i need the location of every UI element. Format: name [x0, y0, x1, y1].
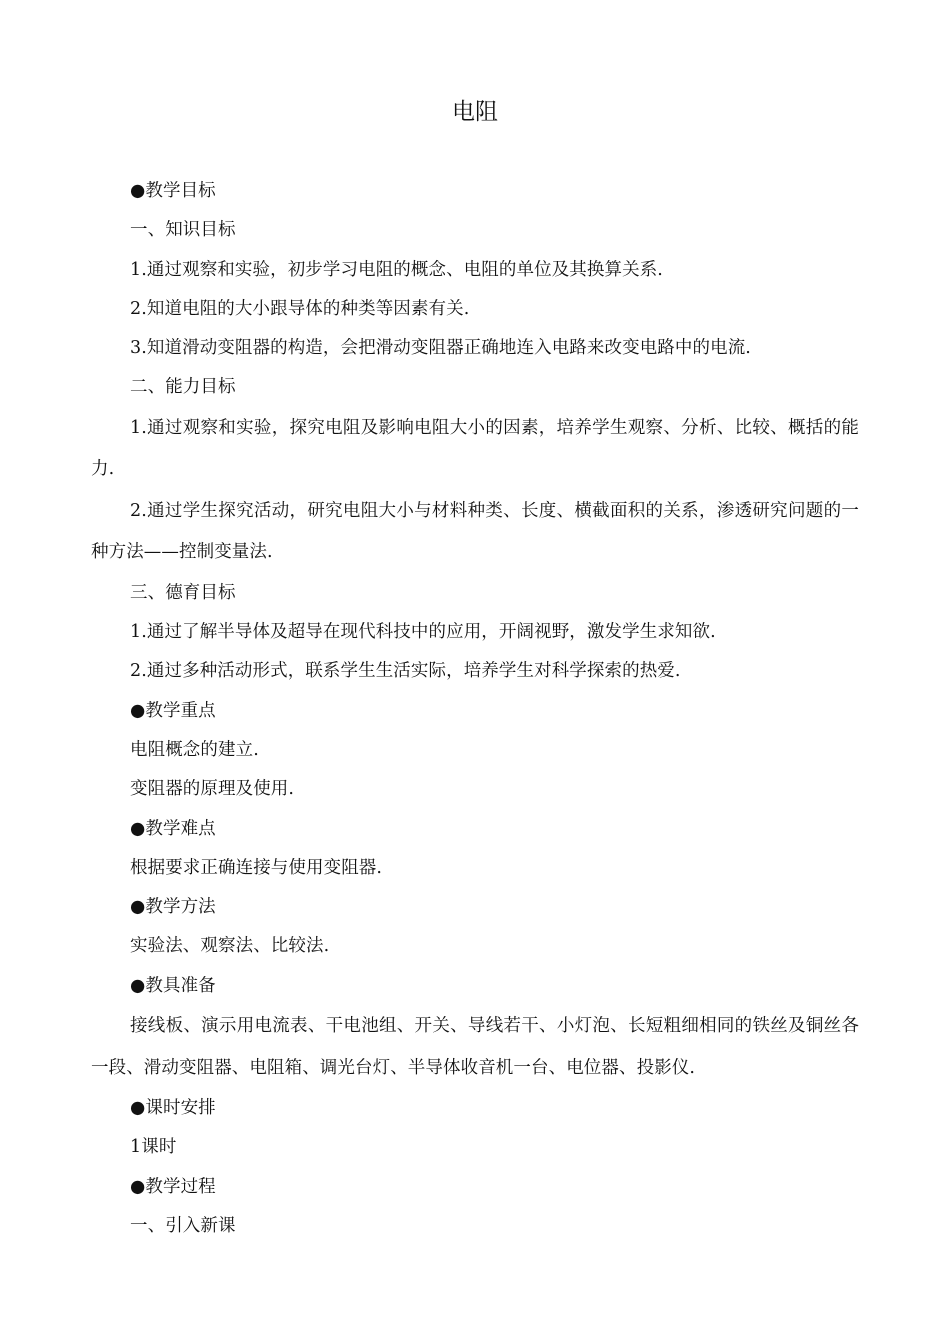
paragraph: 实验法、观察法、比较法. — [130, 936, 330, 957]
section-heading-difficulties: ●教学难点 — [130, 818, 216, 839]
list-item: 1.通过观察和实验，探究电阻及影响电阻大小的因素，培养学生观察、分析、比较、概括的能力. — [91, 417, 859, 480]
subheading-knowledge-goals: 一、知识目标 — [130, 220, 236, 241]
section-heading-teaching-goals: ●教学目标 — [130, 181, 216, 201]
list-item: 2.通过学生探究活动，研究电阻大小与材料种类、长度、横截面积的关系，渗透研究问题的一种方法——控制变量法. — [91, 500, 859, 563]
list-item: 3.知道滑动变阻器的构造，会把滑动变阻器正确地连入电路来改变电路中的电流. — [130, 338, 751, 359]
section-heading-process: ●教学过程 — [130, 1176, 216, 1197]
document-body — [91, 172, 859, 1246]
subheading-moral-goals: 三、德育目标 — [130, 582, 236, 603]
paragraph: 1课时 — [130, 1137, 177, 1158]
section-heading-key-points: ●教学重点 — [130, 700, 216, 721]
list-item: 1.通过了解半导体及超导在现代科技中的应用，开阔视野，激发学生求知欲. — [130, 622, 716, 643]
paragraph: 电阻概念的建立. — [130, 739, 259, 760]
paragraph: 根据要求正确连接与使用变阻器. — [130, 857, 383, 878]
paragraph: 接线板、演示用电流表、干电池组、开关、导线若干、小灯泡、长短粗细相同的铁丝及铜丝各一段、滑动变阻器、电阻箱、调光台灯、半导体收音机一台、电位器、投影仪. — [91, 1016, 859, 1078]
subheading-ability-goals: 二、能力目标 — [130, 377, 236, 398]
section-heading-methods: ●教学方法 — [130, 897, 216, 918]
list-item: 2.通过多种活动形式，联系学生生活实际，培养学生对科学探索的热爱. — [130, 661, 681, 682]
section-heading-materials: ●教具准备 — [130, 975, 216, 996]
document-title: 电阻 — [452, 99, 498, 125]
list-item: 2.知道电阻的大小跟导体的种类等因素有关. — [130, 298, 470, 319]
paragraph: 变阻器的原理及使用. — [130, 779, 295, 800]
subheading-introduction: 一、引入新课 — [130, 1215, 236, 1236]
section-heading-schedule: ●课时安排 — [130, 1098, 216, 1119]
list-item: 1.通过观察和实验，初步学习电阻的概念、电阻的单位及其换算关系. — [130, 259, 663, 280]
